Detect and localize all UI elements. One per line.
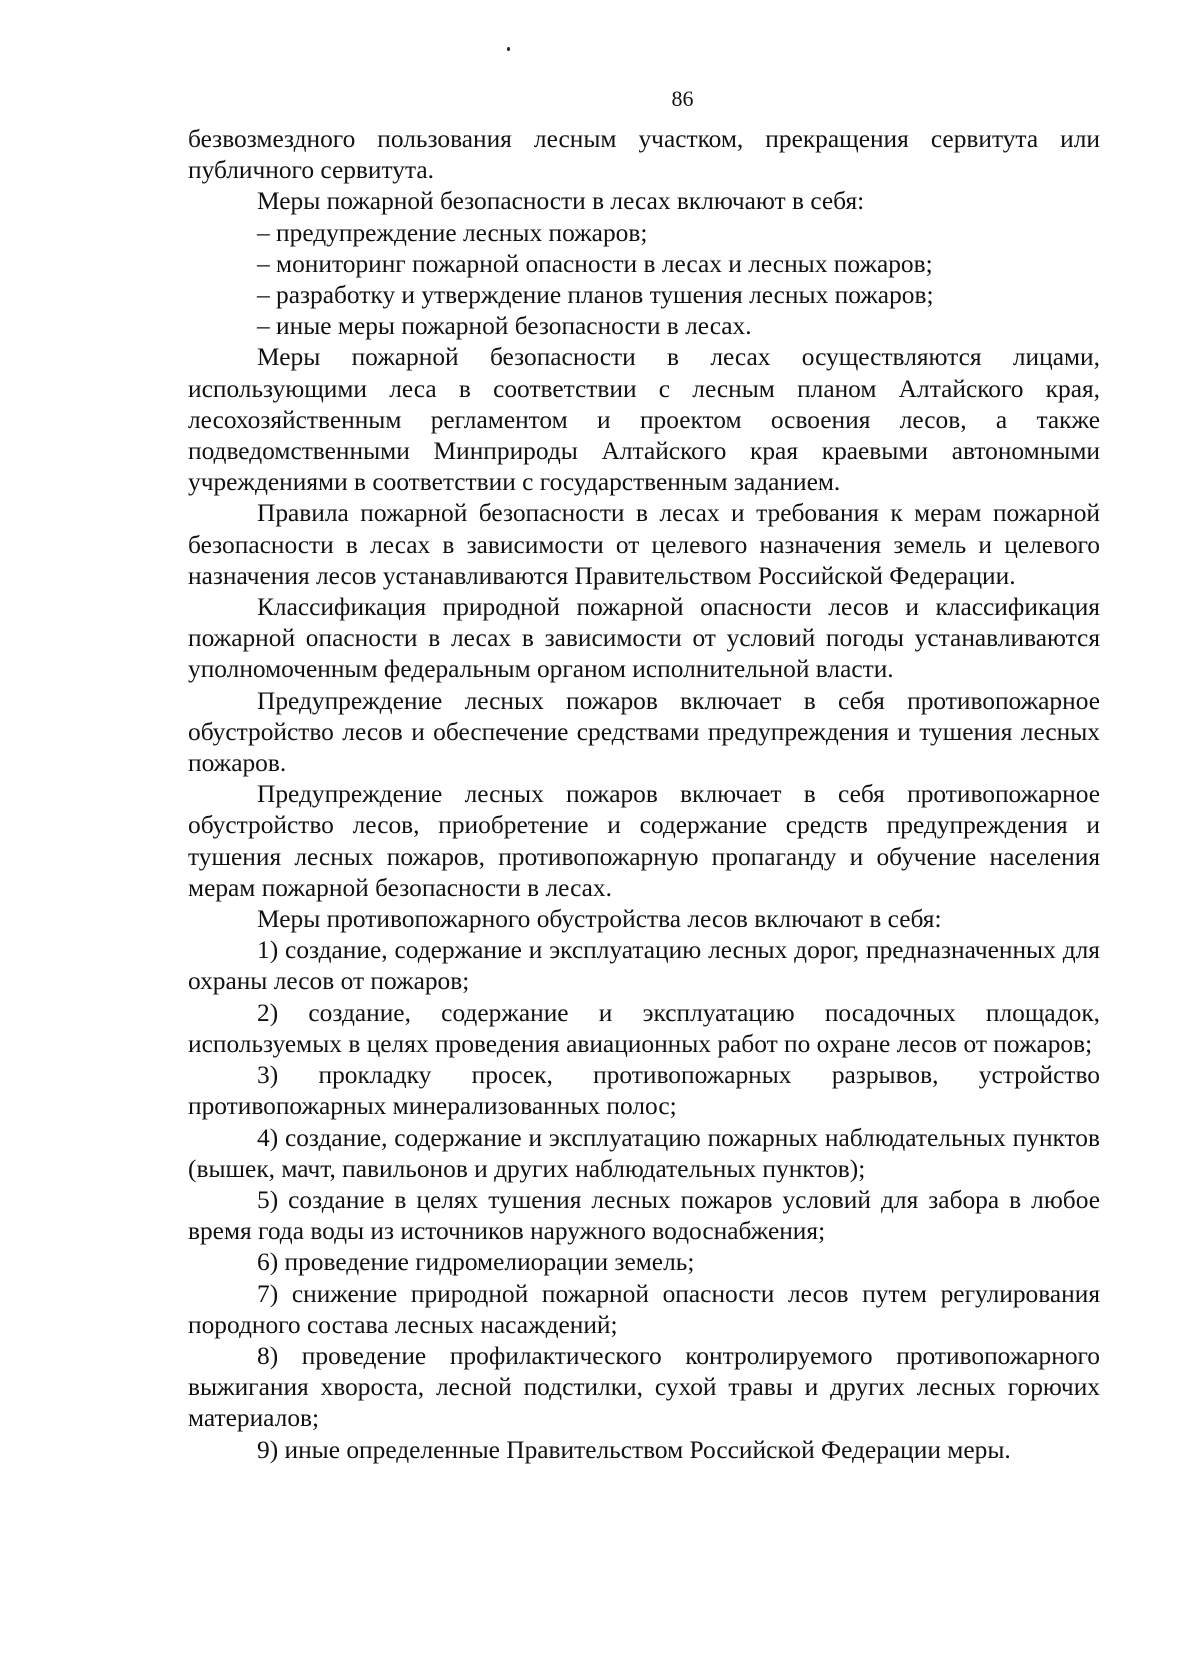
list-item: – разработку и утверждение планов тушения лесных пожаров;	[257, 281, 934, 310]
body-text	[188, 124, 1100, 1466]
numbered-item: 1) создание, содержание и эксплуатацию лесных дорог, предназначенных для охраны лесов от пожаров;	[188, 936, 1100, 996]
paragraph: безвозмездного пользования лесным участком, прекращения сервитута или публичного сервитута.	[188, 125, 1100, 185]
paragraph: Классификация природной пожарной опасности лесов и классификация пожарной опасности в лесах в зависимости от условий погоды устанавливаются уполномоченным федеральным органом исполнительной власти.	[188, 593, 1100, 684]
paragraph: Предупреждение лесных пожаров включает в себя противопожарное обустройство лесов, приобретение и содержание средств предупреждения и тушения лесных пожаров, противопожарную пропаганду и обучение населения мерам пожарной безопасности в лесах.	[188, 780, 1100, 902]
page-number: 86	[671, 86, 694, 111]
list-item: – иные меры пожарной безопасности в лесах.	[257, 312, 752, 341]
numbered-item: 6) проведение гидромелиорации земель;	[257, 1248, 695, 1277]
list-item: – предупреждение лесных пожаров;	[257, 218, 648, 247]
numbered-item: 4) создание, содержание и эксплуатацию пожарных наблюдательных пунктов (вышек, мачт, павильонов и других наблюдательных пунктов);	[188, 1123, 1100, 1183]
paragraph: Предупреждение лесных пожаров включает в себя противопожарное обустройство лесов и обеспечение средствами предупреждения и тушения лесных пожаров.	[188, 686, 1100, 778]
scan-speck	[507, 47, 510, 51]
numbered-item: 3) прокладку просек, противопожарных разрывов, устройство противопожарных минерализованных полос;	[188, 1061, 1100, 1121]
paragraph: Меры противопожарного обустройства лесов включают в себя:	[257, 905, 942, 934]
numbered-item: 2) создание, содержание и эксплуатацию посадочных площадок, используемых в целях проведения авиационных работ по охране лесов от пожаров;	[188, 998, 1100, 1058]
numbered-item: 5) создание в целях тушения лесных пожаров условий для забора в любое время года воды из источников наружного водоснабжения;	[188, 1185, 1100, 1246]
numbered-item: 9) иные определенные Правительством Российской Федерации меры.	[257, 1435, 1011, 1464]
numbered-item: 8) проведение профилактического контролируемого противопожарного выжигания хвороста, лесной подстилки, сухой травы и других лесных горючих материалов;	[188, 1341, 1100, 1433]
paragraph: Правила пожарной безопасности в лесах и требования к мерам пожарной безопасности в лесах в зависимости от целевого назначения земель и целевого назначения лесов устанавливаются Правительством Российской Федерации.	[188, 499, 1100, 590]
list-item: – мониторинг пожарной опасности в лесах и лесных пожаров;	[257, 249, 933, 278]
paragraph: Меры пожарной безопасности в лесах осуществляются лицами, использующими леса в соответствии с лесным планом Алтайского края, лесохозяйственным регламентом и проектом освоения лесов, а также подведомственными Минприроды Алтайского края краевыми автономными учреждениями в соответствии с государственным заданием.	[188, 343, 1100, 497]
paragraph: Меры пожарной безопасности в лесах включают в себя:	[257, 187, 865, 216]
numbered-item: 7) снижение природной пожарной опасности лесов путем регулирования породного состава лесных насаждений;	[188, 1279, 1100, 1339]
